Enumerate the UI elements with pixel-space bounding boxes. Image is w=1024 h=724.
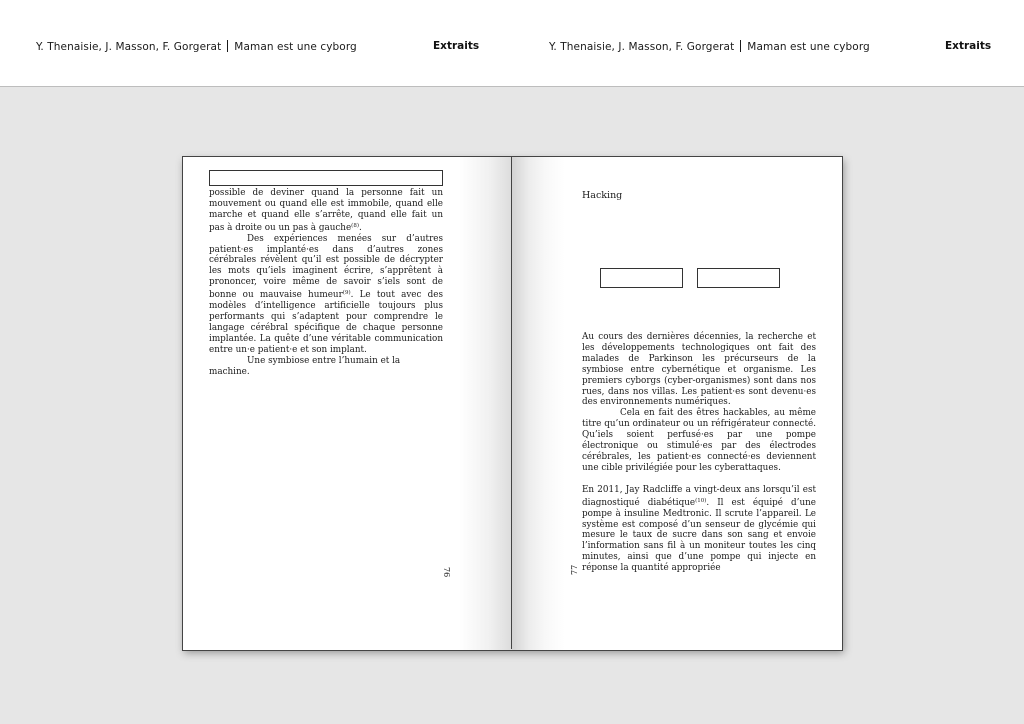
left-page-text [209, 188, 443, 377]
header-right-credits [549, 40, 870, 53]
header-left-authors: Y. Thenaisie, J. Masson, F. Gorgerat [36, 41, 222, 53]
right-page-heading: Hacking [582, 190, 623, 201]
right-paragraph-2: Cela en fait des êtres hackables, au même titre qu’un ordinateur ou un réfrigérateur connecté. Qu’iels soient perfusé·es par une pompe électronique ou stimulé·es par des électrodes cérébrales, les patient·es connecté·es deviennent une cible privilégiée pour les cyberattaques. [582, 408, 816, 473]
left-paragraph-1-text: possible de deviner quand la personne fait un mouvement ou quand elle est immobile, quand elle marche et quand elle s’arrête, quand elle fait un pas à droite ou un pas à gauche [209, 188, 443, 233]
header-right-authors: Y. Thenaisie, J. Masson, F. Gorgerat [549, 41, 735, 53]
right-paragraph-3-text-b: . Il est équipé d’une pompe à insuline Medtronic. Il scrute l’appareil. Le système est composé d’un senseur de glycémie qui mesure le taux de sucre dans son sang et envoie l’information sans fil à un moniteur toutes les cinq minutes, ainsi que d’une pompe qui injecte en réponse la quantité appropriée [582, 497, 816, 574]
header-left-credits [36, 40, 357, 53]
header-left-section: Extraits [433, 40, 480, 52]
header-left-book-title: Maman est une cyborg [234, 41, 357, 53]
footnote-marker: (10) [695, 497, 707, 504]
right-paragraph-3-text: En 2011, Jay Radcliffe a vingt-deux ans lorsqu’il est diagnostiqué diabétique [582, 484, 816, 508]
footnote-marker: (9) [342, 290, 351, 297]
left-paragraph-2 [209, 234, 443, 356]
book-spread [182, 156, 842, 649]
right-page-number: 77 [570, 564, 579, 575]
right-placeholder-box-2 [697, 268, 780, 288]
left-paragraph-1-end: . [358, 222, 362, 233]
right-paragraph-1: Au cours des dernières décennies, la recherche et les développements technologiques ont fait des malades de Parkinson les précurseurs de la symbiose entre cybernétique et organisme. Les premiers cyborgs (cyber-organismes) sont dans nos rues, dans nos villas. Les patient·es sont devenu·es des environnements numériques. [582, 332, 816, 408]
right-page-text [582, 332, 816, 574]
header-right-section: Extraits [945, 40, 992, 52]
footnote-marker: (8) [351, 222, 359, 229]
header-right-book-title: Maman est une cyborg [747, 41, 870, 53]
left-placeholder-box [209, 170, 443, 186]
header-separator [740, 40, 741, 52]
header-separator [227, 40, 228, 52]
left-page-number: 76 [442, 567, 451, 578]
left-paragraph-3: Une symbiose entre l’humain et la machine. [209, 355, 401, 377]
left-paragraph-2-text-b: . Le tout avec des modèles d’intelligence artificielle toujours plus performants qui s’adaptent pour comprendre le langage cérébral spécifique de chaque personne implantée. La quête d’une véritable communication entre un·e patient·e et son implant. [209, 290, 443, 355]
right-page [512, 156, 843, 651]
right-placeholder-box-1 [600, 268, 683, 288]
left-paragraph-2-text: Des expériences menées sur d’autres patient·es implanté·es dans d’autres zones cérébrales révèlent qu’il est possible de décrypter les mots qu’iels imaginent écrire, s’apprêtent à prononcer, voire même de savoir s’iels sont de bonne ou mauvaise humeur [209, 233, 443, 301]
left-page [182, 156, 512, 651]
right-paragraph-3 [582, 485, 816, 574]
left-paragraph-1 [209, 188, 443, 234]
header-bar [0, 0, 1024, 87]
